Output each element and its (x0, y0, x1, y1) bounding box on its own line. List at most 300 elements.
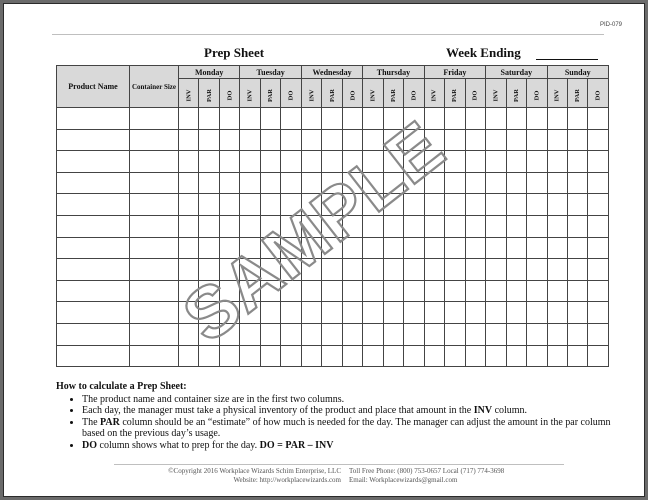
wednesday-inv-cell[interactable] (301, 215, 321, 237)
friday-do-cell[interactable] (465, 302, 485, 324)
sunday-inv-cell[interactable] (547, 215, 567, 237)
monday-par-cell[interactable] (199, 323, 219, 345)
friday-do-cell[interactable] (465, 108, 485, 130)
monday-do-cell[interactable] (219, 194, 239, 216)
tuesday-par-cell[interactable] (260, 237, 280, 259)
friday-do-cell[interactable] (465, 259, 485, 281)
friday-do-cell[interactable] (465, 323, 485, 345)
wednesday-par-cell[interactable] (322, 215, 342, 237)
sunday-do-cell[interactable] (588, 151, 609, 173)
monday-do-cell[interactable] (219, 129, 239, 151)
thursday-par-cell[interactable] (383, 172, 403, 194)
wednesday-do-cell[interactable] (342, 323, 362, 345)
container-size-cell[interactable] (130, 194, 179, 216)
saturday-par-cell[interactable] (506, 237, 526, 259)
wednesday-do-cell[interactable] (342, 151, 362, 173)
tuesday-inv-cell[interactable] (240, 280, 260, 302)
header-sunday-do (588, 79, 609, 108)
friday-do-cell[interactable] (465, 172, 485, 194)
tuesday-inv-cell[interactable] (240, 345, 260, 367)
thursday-par-cell[interactable] (383, 280, 403, 302)
friday-do-cell[interactable] (465, 215, 485, 237)
sunday-par-cell[interactable] (567, 237, 587, 259)
thursday-inv-cell[interactable] (363, 172, 383, 194)
tuesday-do-cell[interactable] (281, 323, 301, 345)
product-name-cell[interactable] (57, 172, 130, 194)
thursday-par-cell[interactable] (383, 323, 403, 345)
container-size-cell[interactable] (130, 302, 179, 324)
saturday-par-cell[interactable] (506, 194, 526, 216)
monday-do-cell[interactable] (219, 302, 239, 324)
wednesday-do-cell[interactable] (342, 345, 362, 367)
tuesday-par-cell[interactable] (260, 302, 280, 324)
container-size-cell[interactable] (130, 237, 179, 259)
wednesday-inv-cell[interactable] (301, 237, 321, 259)
sunday-inv-cell[interactable] (547, 259, 567, 281)
container-size-cell[interactable] (130, 151, 179, 173)
wednesday-inv-cell[interactable] (301, 108, 321, 130)
friday-par-cell[interactable] (445, 345, 465, 367)
monday-par-cell[interactable] (199, 345, 219, 367)
sunday-par-cell[interactable] (567, 215, 587, 237)
saturday-inv-cell[interactable] (486, 259, 506, 281)
saturday-par-cell[interactable] (506, 345, 526, 367)
tuesday-do-cell[interactable] (281, 129, 301, 151)
thursday-inv-cell[interactable] (363, 194, 383, 216)
thursday-inv-cell[interactable] (363, 129, 383, 151)
friday-par-cell[interactable] (445, 215, 465, 237)
monday-inv-cell[interactable] (179, 129, 199, 151)
tuesday-inv-cell[interactable] (240, 259, 260, 281)
monday-inv-cell[interactable] (179, 215, 199, 237)
sunday-inv-cell[interactable] (547, 345, 567, 367)
monday-do-cell[interactable] (219, 215, 239, 237)
friday-par-cell[interactable] (445, 323, 465, 345)
saturday-do-cell[interactable] (527, 194, 548, 216)
wednesday-do-cell[interactable] (342, 172, 362, 194)
friday-par-cell[interactable] (445, 259, 465, 281)
instruction-text: The (82, 416, 101, 428)
header-friday-do (465, 79, 485, 108)
footer-left (136, 467, 341, 485)
monday-inv-cell[interactable] (179, 194, 199, 216)
wednesday-par-cell[interactable] (322, 237, 342, 259)
saturday-inv-cell[interactable] (486, 302, 506, 324)
product-name-cell[interactable] (57, 194, 130, 216)
tuesday-par-cell[interactable] (260, 172, 280, 194)
wednesday-par-cell[interactable] (322, 129, 342, 151)
thursday-do-cell[interactable] (404, 323, 424, 345)
saturday-do-cell[interactable] (527, 215, 548, 237)
thursday-inv-cell[interactable] (363, 259, 383, 281)
monday-do-cell[interactable] (219, 151, 239, 173)
wednesday-par-cell[interactable] (322, 280, 342, 302)
wednesday-do-cell[interactable] (342, 108, 362, 130)
monday-par-cell[interactable] (199, 172, 219, 194)
monday-inv-cell[interactable] (179, 280, 199, 302)
sunday-inv-cell[interactable] (547, 237, 567, 259)
sunday-do-cell[interactable] (588, 215, 609, 237)
thursday-par-cell[interactable] (383, 151, 403, 173)
instruction-text: column shows what to prep for the day. (97, 439, 260, 451)
wednesday-par-cell[interactable] (322, 323, 342, 345)
wednesday-do-cell[interactable] (342, 237, 362, 259)
saturday-inv-cell[interactable] (486, 280, 506, 302)
monday-inv-cell[interactable] (179, 302, 199, 324)
friday-inv-cell[interactable] (424, 151, 444, 173)
saturday-par-cell[interactable] (506, 302, 526, 324)
container-size-cell[interactable] (130, 108, 179, 130)
product-name-cell[interactable] (57, 108, 130, 130)
friday-do-cell[interactable] (465, 151, 485, 173)
thursday-inv-cell[interactable] (363, 215, 383, 237)
thursday-inv-cell[interactable] (363, 345, 383, 367)
tuesday-par-cell[interactable] (260, 280, 280, 302)
sunday-inv-cell[interactable] (547, 280, 567, 302)
table-row (57, 259, 609, 281)
saturday-do-cell[interactable] (527, 259, 548, 281)
tuesday-do-cell[interactable] (281, 108, 301, 130)
wednesday-par-cell[interactable] (322, 302, 342, 324)
header-sunday-par (567, 79, 587, 108)
friday-par-cell[interactable] (445, 237, 465, 259)
saturday-do-cell[interactable] (527, 108, 548, 130)
thursday-do-cell[interactable] (404, 345, 424, 367)
product-name-cell[interactable] (57, 302, 130, 324)
friday-do-cell[interactable] (465, 129, 485, 151)
tuesday-inv-cell[interactable] (240, 151, 260, 173)
thursday-do-cell[interactable] (404, 259, 424, 281)
monday-inv-cell[interactable] (179, 323, 199, 345)
thursday-par-cell[interactable] (383, 345, 403, 367)
wednesday-inv-cell[interactable] (301, 280, 321, 302)
sunday-do-cell[interactable] (588, 345, 609, 367)
tuesday-inv-cell[interactable] (240, 108, 260, 130)
wednesday-par-cell[interactable] (322, 259, 342, 281)
tuesday-inv-cell[interactable] (240, 302, 260, 324)
sunday-do-cell[interactable] (588, 172, 609, 194)
product-name-cell[interactable] (57, 237, 130, 259)
thursday-do-cell[interactable] (404, 108, 424, 130)
thursday-par-cell[interactable] (383, 108, 403, 130)
wednesday-par-cell[interactable] (322, 345, 342, 367)
container-size-cell[interactable] (130, 215, 179, 237)
wednesday-inv-cell[interactable] (301, 129, 321, 151)
sunday-do-cell[interactable] (588, 280, 609, 302)
week-ending-field[interactable] (536, 59, 598, 60)
saturday-do-cell[interactable] (527, 151, 548, 173)
friday-inv-cell[interactable] (424, 237, 444, 259)
tuesday-do-cell[interactable] (281, 215, 301, 237)
friday-inv-cell[interactable] (424, 280, 444, 302)
thursday-inv-cell[interactable] (363, 108, 383, 130)
friday-inv-cell[interactable] (424, 302, 444, 324)
tuesday-do-cell[interactable] (281, 302, 301, 324)
monday-do-cell[interactable] (219, 108, 239, 130)
header-monday-par (199, 79, 219, 108)
tuesday-par-cell[interactable] (260, 215, 280, 237)
monday-par-cell[interactable] (199, 237, 219, 259)
thursday-do-cell[interactable] (404, 215, 424, 237)
sunday-do-cell[interactable] (588, 259, 609, 281)
tuesday-inv-cell[interactable] (240, 323, 260, 345)
footer-phone: Toll Free Phone: (800) 753-0657 Local (717) 774-3698 (349, 467, 505, 475)
container-size-cell[interactable] (130, 323, 179, 345)
friday-inv-cell[interactable] (424, 345, 444, 367)
sunday-inv-cell[interactable] (547, 151, 567, 173)
container-size-cell[interactable] (130, 345, 179, 367)
friday-inv-cell[interactable] (424, 259, 444, 281)
thursday-par-cell[interactable] (383, 215, 403, 237)
instruction-text: column should be an “estimate” of how much is needed for the day. The manager can adjust the amount in the par column based on the previous day’s usage. (82, 416, 611, 439)
sunday-inv-cell[interactable] (547, 108, 567, 130)
sunday-inv-cell[interactable] (547, 323, 567, 345)
tuesday-par-cell[interactable] (260, 345, 280, 367)
sunday-par-cell[interactable] (567, 108, 587, 130)
tuesday-do-cell[interactable] (281, 280, 301, 302)
friday-do-cell[interactable] (465, 237, 485, 259)
sunday-par-cell[interactable] (567, 194, 587, 216)
thursday-do-cell[interactable] (404, 194, 424, 216)
product-name-cell[interactable] (57, 151, 130, 173)
tuesday-inv-cell[interactable] (240, 194, 260, 216)
wednesday-inv-cell[interactable] (301, 302, 321, 324)
saturday-inv-cell[interactable] (486, 172, 506, 194)
subheader-label: PAR (512, 89, 520, 102)
tuesday-do-cell[interactable] (281, 172, 301, 194)
monday-inv-cell[interactable] (179, 108, 199, 130)
thursday-do-cell[interactable] (404, 302, 424, 324)
sunday-par-cell[interactable] (567, 151, 587, 173)
monday-do-cell[interactable] (219, 259, 239, 281)
monday-par-cell[interactable] (199, 280, 219, 302)
container-size-cell[interactable] (130, 129, 179, 151)
sunday-par-cell[interactable] (567, 302, 587, 324)
container-size-cell[interactable] (130, 172, 179, 194)
wednesday-inv-cell[interactable] (301, 259, 321, 281)
header-day-tuesday: Tuesday (240, 66, 301, 79)
saturday-par-cell[interactable] (506, 108, 526, 130)
sunday-par-cell[interactable] (567, 172, 587, 194)
sunday-inv-cell[interactable] (547, 172, 567, 194)
sunday-par-cell[interactable] (567, 259, 587, 281)
saturday-inv-cell[interactable] (486, 151, 506, 173)
wednesday-par-cell[interactable] (322, 194, 342, 216)
saturday-inv-cell[interactable] (486, 323, 506, 345)
monday-par-cell[interactable] (199, 151, 219, 173)
saturday-par-cell[interactable] (506, 151, 526, 173)
thursday-inv-cell[interactable] (363, 237, 383, 259)
monday-par-cell[interactable] (199, 194, 219, 216)
wednesday-par-cell[interactable] (322, 172, 342, 194)
sunday-do-cell[interactable] (588, 323, 609, 345)
subheader-label: DO (349, 90, 357, 101)
saturday-do-cell[interactable] (527, 172, 548, 194)
saturday-do-cell[interactable] (527, 129, 548, 151)
tuesday-par-cell[interactable] (260, 259, 280, 281)
monday-inv-cell[interactable] (179, 259, 199, 281)
friday-par-cell[interactable] (445, 302, 465, 324)
tuesday-par-cell[interactable] (260, 129, 280, 151)
tuesday-inv-cell[interactable] (240, 172, 260, 194)
tuesday-do-cell[interactable] (281, 237, 301, 259)
footer-website: Website: http://workplacewizards.com (233, 476, 341, 484)
tuesday-par-cell[interactable] (260, 194, 280, 216)
monday-par-cell[interactable] (199, 302, 219, 324)
wednesday-inv-cell[interactable] (301, 151, 321, 173)
saturday-do-cell[interactable] (527, 345, 548, 367)
header-sunday-inv (547, 79, 567, 108)
monday-par-cell[interactable] (199, 215, 219, 237)
thursday-do-cell[interactable] (404, 151, 424, 173)
wednesday-do-cell[interactable] (342, 129, 362, 151)
sunday-do-cell[interactable] (588, 194, 609, 216)
saturday-inv-cell[interactable] (486, 237, 506, 259)
saturday-par-cell[interactable] (506, 172, 526, 194)
monday-inv-cell[interactable] (179, 345, 199, 367)
tuesday-inv-cell[interactable] (240, 237, 260, 259)
thursday-do-cell[interactable] (404, 172, 424, 194)
header-saturday-do (527, 79, 548, 108)
saturday-par-cell[interactable] (506, 259, 526, 281)
thursday-par-cell[interactable] (383, 194, 403, 216)
wednesday-do-cell[interactable] (342, 280, 362, 302)
monday-par-cell[interactable] (199, 108, 219, 130)
monday-inv-cell[interactable] (179, 172, 199, 194)
monday-inv-cell[interactable] (179, 237, 199, 259)
page-title: Prep Sheet (204, 45, 265, 60)
tuesday-do-cell[interactable] (281, 345, 301, 367)
product-name-cell[interactable] (57, 259, 130, 281)
wednesday-do-cell[interactable] (342, 259, 362, 281)
header-saturday-inv (486, 79, 506, 108)
tuesday-par-cell[interactable] (260, 323, 280, 345)
wednesday-do-cell[interactable] (342, 194, 362, 216)
wednesday-inv-cell[interactable] (301, 323, 321, 345)
tuesday-par-cell[interactable] (260, 108, 280, 130)
monday-inv-cell[interactable] (179, 151, 199, 173)
subheader-label: PAR (328, 89, 336, 102)
product-name-cell[interactable] (57, 345, 130, 367)
container-size-cell[interactable] (130, 259, 179, 281)
saturday-inv-cell[interactable] (486, 215, 506, 237)
sunday-inv-cell[interactable] (547, 129, 567, 151)
sunday-par-cell[interactable] (567, 280, 587, 302)
tuesday-do-cell[interactable] (281, 151, 301, 173)
wednesday-inv-cell[interactable] (301, 172, 321, 194)
thursday-inv-cell[interactable] (363, 323, 383, 345)
friday-inv-cell[interactable] (424, 129, 444, 151)
thursday-par-cell[interactable] (383, 129, 403, 151)
thursday-inv-cell[interactable] (363, 280, 383, 302)
friday-par-cell[interactable] (445, 172, 465, 194)
saturday-do-cell[interactable] (527, 323, 548, 345)
monday-par-cell[interactable] (199, 129, 219, 151)
tuesday-do-cell[interactable] (281, 259, 301, 281)
table-row (57, 108, 609, 130)
thursday-do-cell[interactable] (404, 129, 424, 151)
instructions-list (56, 394, 612, 452)
header-day-thursday: Thursday (363, 66, 424, 79)
friday-par-cell[interactable] (445, 194, 465, 216)
saturday-do-cell[interactable] (527, 302, 548, 324)
thursday-par-cell[interactable] (383, 302, 403, 324)
thursday-par-cell[interactable] (383, 237, 403, 259)
tuesday-par-cell[interactable] (260, 151, 280, 173)
saturday-inv-cell[interactable] (486, 108, 506, 130)
thursday-do-cell[interactable] (404, 280, 424, 302)
saturday-par-cell[interactable] (506, 129, 526, 151)
saturday-inv-cell[interactable] (486, 194, 506, 216)
product-name-cell[interactable] (57, 323, 130, 345)
friday-par-cell[interactable] (445, 280, 465, 302)
thursday-par-cell[interactable] (383, 259, 403, 281)
friday-do-cell[interactable] (465, 194, 485, 216)
sunday-do-cell[interactable] (588, 302, 609, 324)
product-name-cell[interactable] (57, 215, 130, 237)
saturday-do-cell[interactable] (527, 237, 548, 259)
wednesday-par-cell[interactable] (322, 108, 342, 130)
sunday-do-cell[interactable] (588, 237, 609, 259)
monday-do-cell[interactable] (219, 237, 239, 259)
thursday-do-cell[interactable] (404, 237, 424, 259)
tuesday-inv-cell[interactable] (240, 129, 260, 151)
sunday-par-cell[interactable] (567, 323, 587, 345)
monday-par-cell[interactable] (199, 259, 219, 281)
wednesday-inv-cell[interactable] (301, 194, 321, 216)
product-name-cell[interactable] (57, 280, 130, 302)
friday-inv-cell[interactable] (424, 194, 444, 216)
sunday-inv-cell[interactable] (547, 194, 567, 216)
product-name-cell[interactable] (57, 129, 130, 151)
monday-do-cell[interactable] (219, 172, 239, 194)
sunday-do-cell[interactable] (588, 108, 609, 130)
friday-inv-cell[interactable] (424, 323, 444, 345)
friday-par-cell[interactable] (445, 129, 465, 151)
container-size-cell[interactable] (130, 280, 179, 302)
saturday-do-cell[interactable] (527, 280, 548, 302)
thursday-inv-cell[interactable] (363, 151, 383, 173)
friday-par-cell[interactable] (445, 108, 465, 130)
friday-inv-cell[interactable] (424, 108, 444, 130)
saturday-par-cell[interactable] (506, 323, 526, 345)
saturday-inv-cell[interactable] (486, 345, 506, 367)
friday-inv-cell[interactable] (424, 172, 444, 194)
wednesday-do-cell[interactable] (342, 302, 362, 324)
wednesday-par-cell[interactable] (322, 151, 342, 173)
saturday-inv-cell[interactable] (486, 129, 506, 151)
sunday-do-cell[interactable] (588, 129, 609, 151)
saturday-par-cell[interactable] (506, 280, 526, 302)
friday-inv-cell[interactable] (424, 215, 444, 237)
friday-do-cell[interactable] (465, 280, 485, 302)
wednesday-do-cell[interactable] (342, 215, 362, 237)
sunday-par-cell[interactable] (567, 345, 587, 367)
friday-do-cell[interactable] (465, 345, 485, 367)
tuesday-do-cell[interactable] (281, 194, 301, 216)
saturday-par-cell[interactable] (506, 215, 526, 237)
header-monday-inv (179, 79, 199, 108)
tuesday-inv-cell[interactable] (240, 215, 260, 237)
sunday-inv-cell[interactable] (547, 302, 567, 324)
sunday-par-cell[interactable] (567, 129, 587, 151)
thursday-inv-cell[interactable] (363, 302, 383, 324)
monday-do-cell[interactable] (219, 280, 239, 302)
friday-par-cell[interactable] (445, 151, 465, 173)
monday-do-cell[interactable] (219, 345, 239, 367)
wednesday-inv-cell[interactable] (301, 345, 321, 367)
monday-do-cell[interactable] (219, 323, 239, 345)
